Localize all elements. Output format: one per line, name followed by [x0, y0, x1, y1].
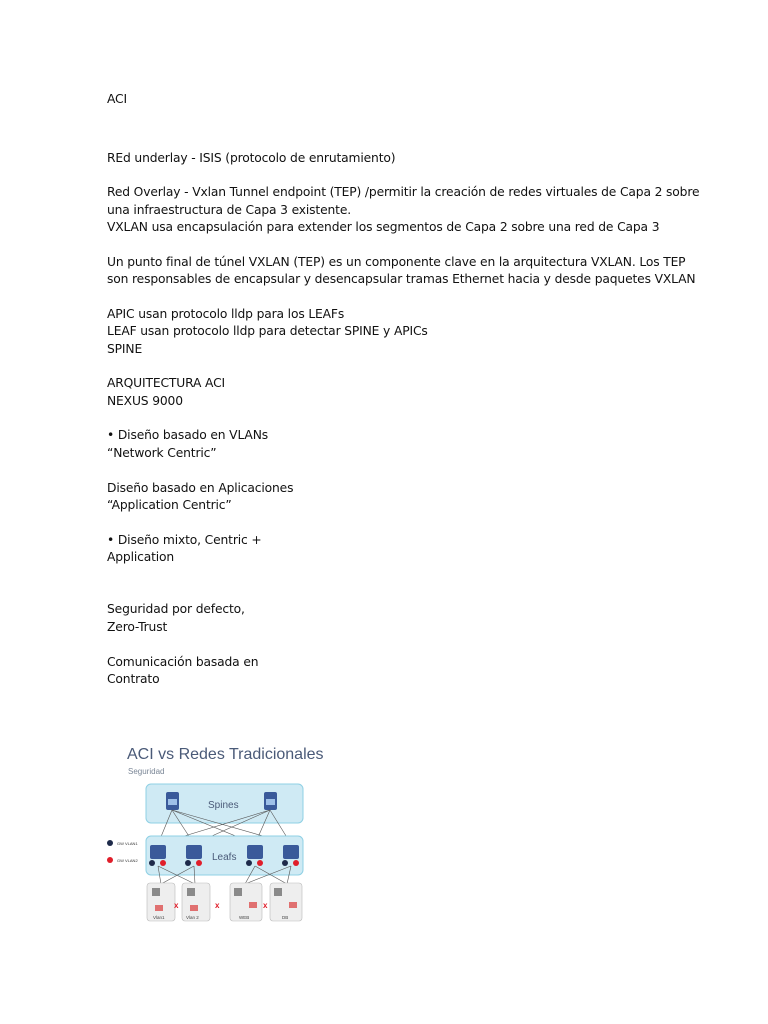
- doc-line: Red Overlay - Vxlan Tunnel endpoint (TEP) /permitir la creación de redes virtuales de Capa 2 sobre: [107, 185, 700, 199]
- host-vlan2: [182, 883, 210, 921]
- block-mark: x: [174, 901, 179, 910]
- doc-line: SPINE: [107, 342, 143, 356]
- doc-line: “Application Centric”: [107, 498, 232, 512]
- aci-diagram-figure: [103, 742, 325, 932]
- legend-vlan1-label: GW VLAN1: [117, 841, 138, 846]
- host-vlan1-label: Vlan1: [153, 915, 165, 920]
- doc-line: APIC usan protocolo lldp para los LEAFs: [107, 307, 345, 321]
- legend-vlan1-dot: [107, 840, 113, 846]
- doc-line: una infraestructura de Capa 3 existente.: [107, 203, 351, 217]
- legend-vlan2-label: GW VLAN2: [117, 858, 138, 863]
- figure-title: ACI vs Redes Tradicionales: [127, 746, 324, 763]
- doc-line: ARQUITECTURA ACI: [107, 376, 226, 390]
- host-vlan1: [147, 883, 175, 921]
- leafs-label: Leafs: [212, 852, 237, 863]
- host-db-label: DB: [282, 915, 289, 920]
- doc-line: Contrato: [107, 672, 160, 686]
- host-web: [230, 883, 262, 921]
- spine-switch-icon: [264, 792, 277, 810]
- doc-line: VXLAN usa encapsulación para extender los segmentos de Capa 2 sobre una red de Capa 3: [107, 220, 660, 234]
- doc-line: Zero-Trust: [107, 620, 168, 634]
- doc-line: Un punto final de túnel VXLAN (TEP) es un componente clave en la arquitectura VXLAN. Los TEP: [107, 255, 686, 269]
- host-vlan2-label: Vlan 2: [186, 915, 199, 920]
- block-mark: x: [263, 901, 268, 910]
- host-db: [270, 883, 302, 921]
- doc-line: • Diseño basado en VLANs: [107, 428, 268, 442]
- doc-line: “Network Centric”: [107, 446, 217, 460]
- doc-line: Comunicación basada en: [107, 655, 259, 669]
- spine-switch-icon: [166, 792, 179, 810]
- doc-line: son responsables de encapsular y desencapsular tramas Ethernet hacia y desde paquetes VXLAN: [107, 272, 696, 286]
- doc-line: Diseño basado en Aplicaciones: [107, 481, 294, 495]
- legend-vlan2-dot: [107, 857, 113, 863]
- doc-line: LEAF usan protocolo lldp para detectar SPINE y APICs: [107, 324, 428, 338]
- figure-subtitle: Seguridad: [128, 767, 165, 776]
- doc-line: • Diseño mixto, Centric +: [107, 533, 262, 547]
- doc-line: Seguridad por defecto,: [107, 602, 245, 616]
- doc-line: REd underlay - ISIS (protocolo de enrutamiento): [107, 151, 396, 165]
- doc-heading: ACI: [107, 92, 127, 106]
- doc-line: Application: [107, 550, 175, 564]
- host-web-label: WEB: [239, 915, 250, 920]
- doc-line: NEXUS 9000: [107, 394, 183, 408]
- block-mark: x: [215, 901, 220, 910]
- spines-label: Spines: [208, 800, 239, 811]
